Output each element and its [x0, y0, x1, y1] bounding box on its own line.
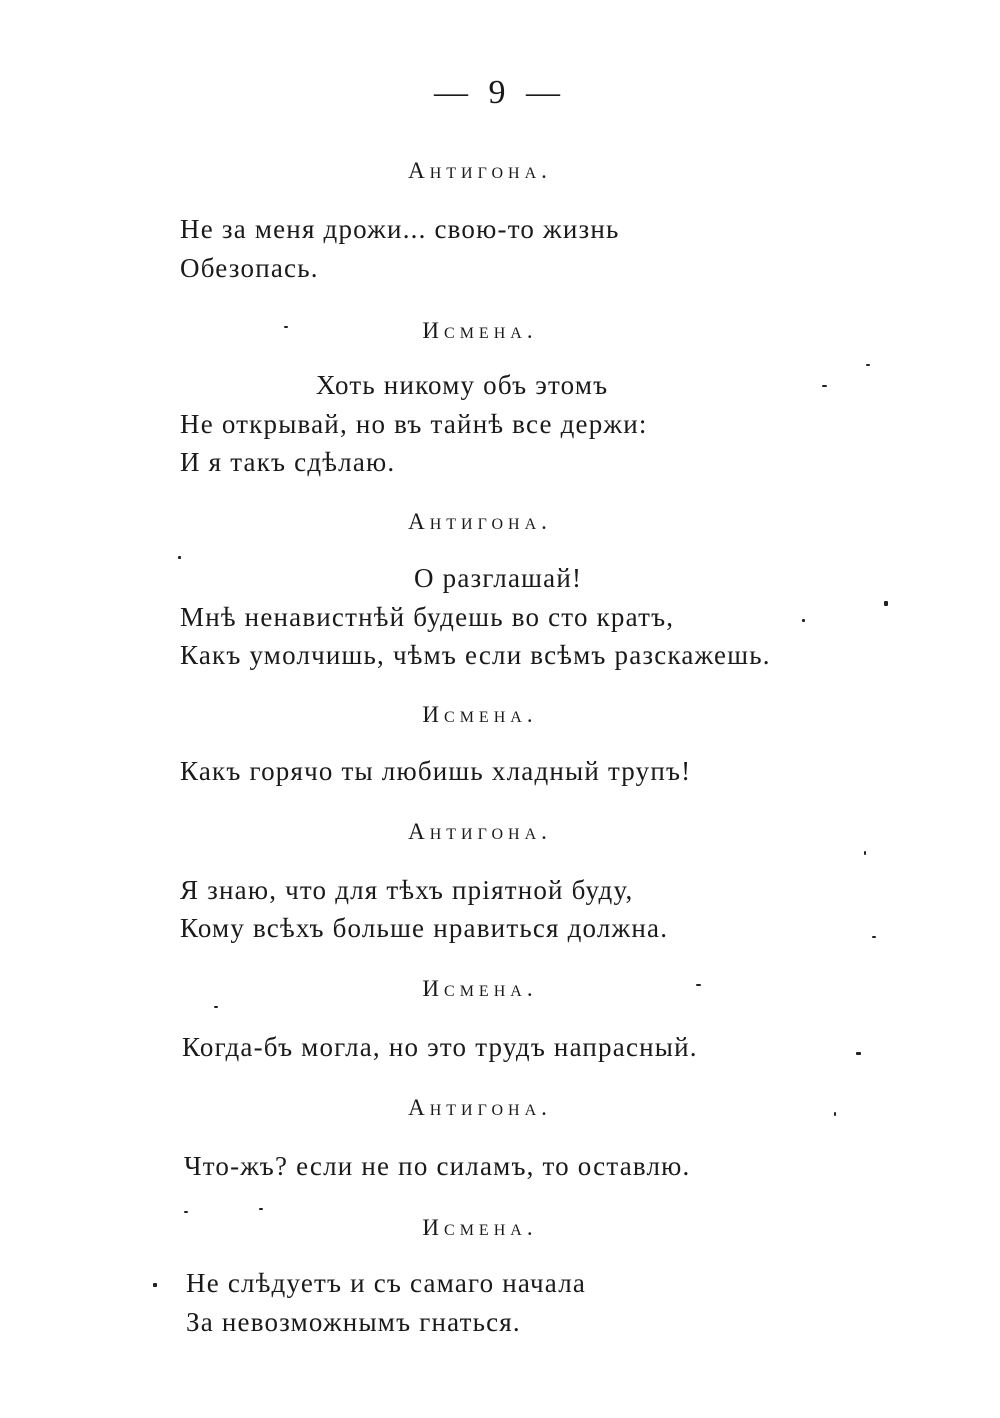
speaker-name: Антигона.: [408, 1095, 552, 1120]
speaker-name: Антигона.: [408, 819, 552, 844]
verse-line: Обезопась.: [180, 253, 319, 283]
speaker-name: Исмена.: [422, 702, 538, 727]
page-number: — 9 —: [434, 74, 566, 111]
scan-speck: [214, 1006, 218, 1008]
speaker-name: Антигона.: [408, 158, 552, 183]
scan-speck: [284, 326, 288, 328]
scan-speck: [178, 556, 181, 559]
scan-speck: [884, 601, 888, 606]
speaker-name: Исмена.: [422, 1215, 538, 1240]
verse-line: Не за меня дрожи... свою-то жизнь: [180, 214, 620, 244]
verse-line: Я знаю, что для тѣхъ пріятной буду,: [180, 875, 634, 905]
scan-speck: [802, 619, 805, 622]
verse-line: О разглашай!: [414, 563, 583, 593]
verse-line: Не слѣдуетъ и съ самаго начала: [186, 1268, 587, 1298]
scan-speck: [856, 1052, 861, 1055]
verse-line: Не открывай, но въ тайнѣ все держи:: [180, 409, 648, 439]
speaker-name: Антигона.: [408, 509, 552, 534]
verse-line: Какъ умолчишь, чѣмъ если всѣмъ разскажешь.: [180, 640, 771, 670]
scan-speck: [822, 385, 827, 387]
verse-line: И я такъ сдѣлаю.: [180, 447, 396, 477]
verse-line: Какъ горячо ты любишь хладный трупъ!: [180, 756, 692, 786]
verse-line: Мнѣ ненавистнѣй будешь во сто кратъ,: [180, 602, 675, 632]
scan-speck: [834, 1112, 836, 1116]
scan-speck: [184, 1211, 188, 1213]
scan-speck: [872, 936, 876, 938]
scan-speck: [153, 1283, 157, 1287]
verse-line: Когда-бъ могла, но это трудъ напрасный.: [182, 1032, 698, 1062]
speaker-name: Исмена.: [422, 976, 538, 1001]
verse-line: Хоть никому объ этомъ: [316, 370, 609, 400]
verse-line: За невозможнымъ гнаться.: [186, 1307, 521, 1337]
verse-line: Что-жъ? если не по силамъ, то оставлю.: [184, 1151, 691, 1181]
speaker-name: Исмена.: [422, 318, 538, 343]
scan-speck: [259, 1208, 263, 1210]
scan-speck: [696, 984, 701, 986]
verse-line: Кому всѣхъ больше нравиться должна.: [180, 913, 669, 943]
scan-speck: [864, 851, 866, 855]
scan-speck: [866, 364, 870, 366]
